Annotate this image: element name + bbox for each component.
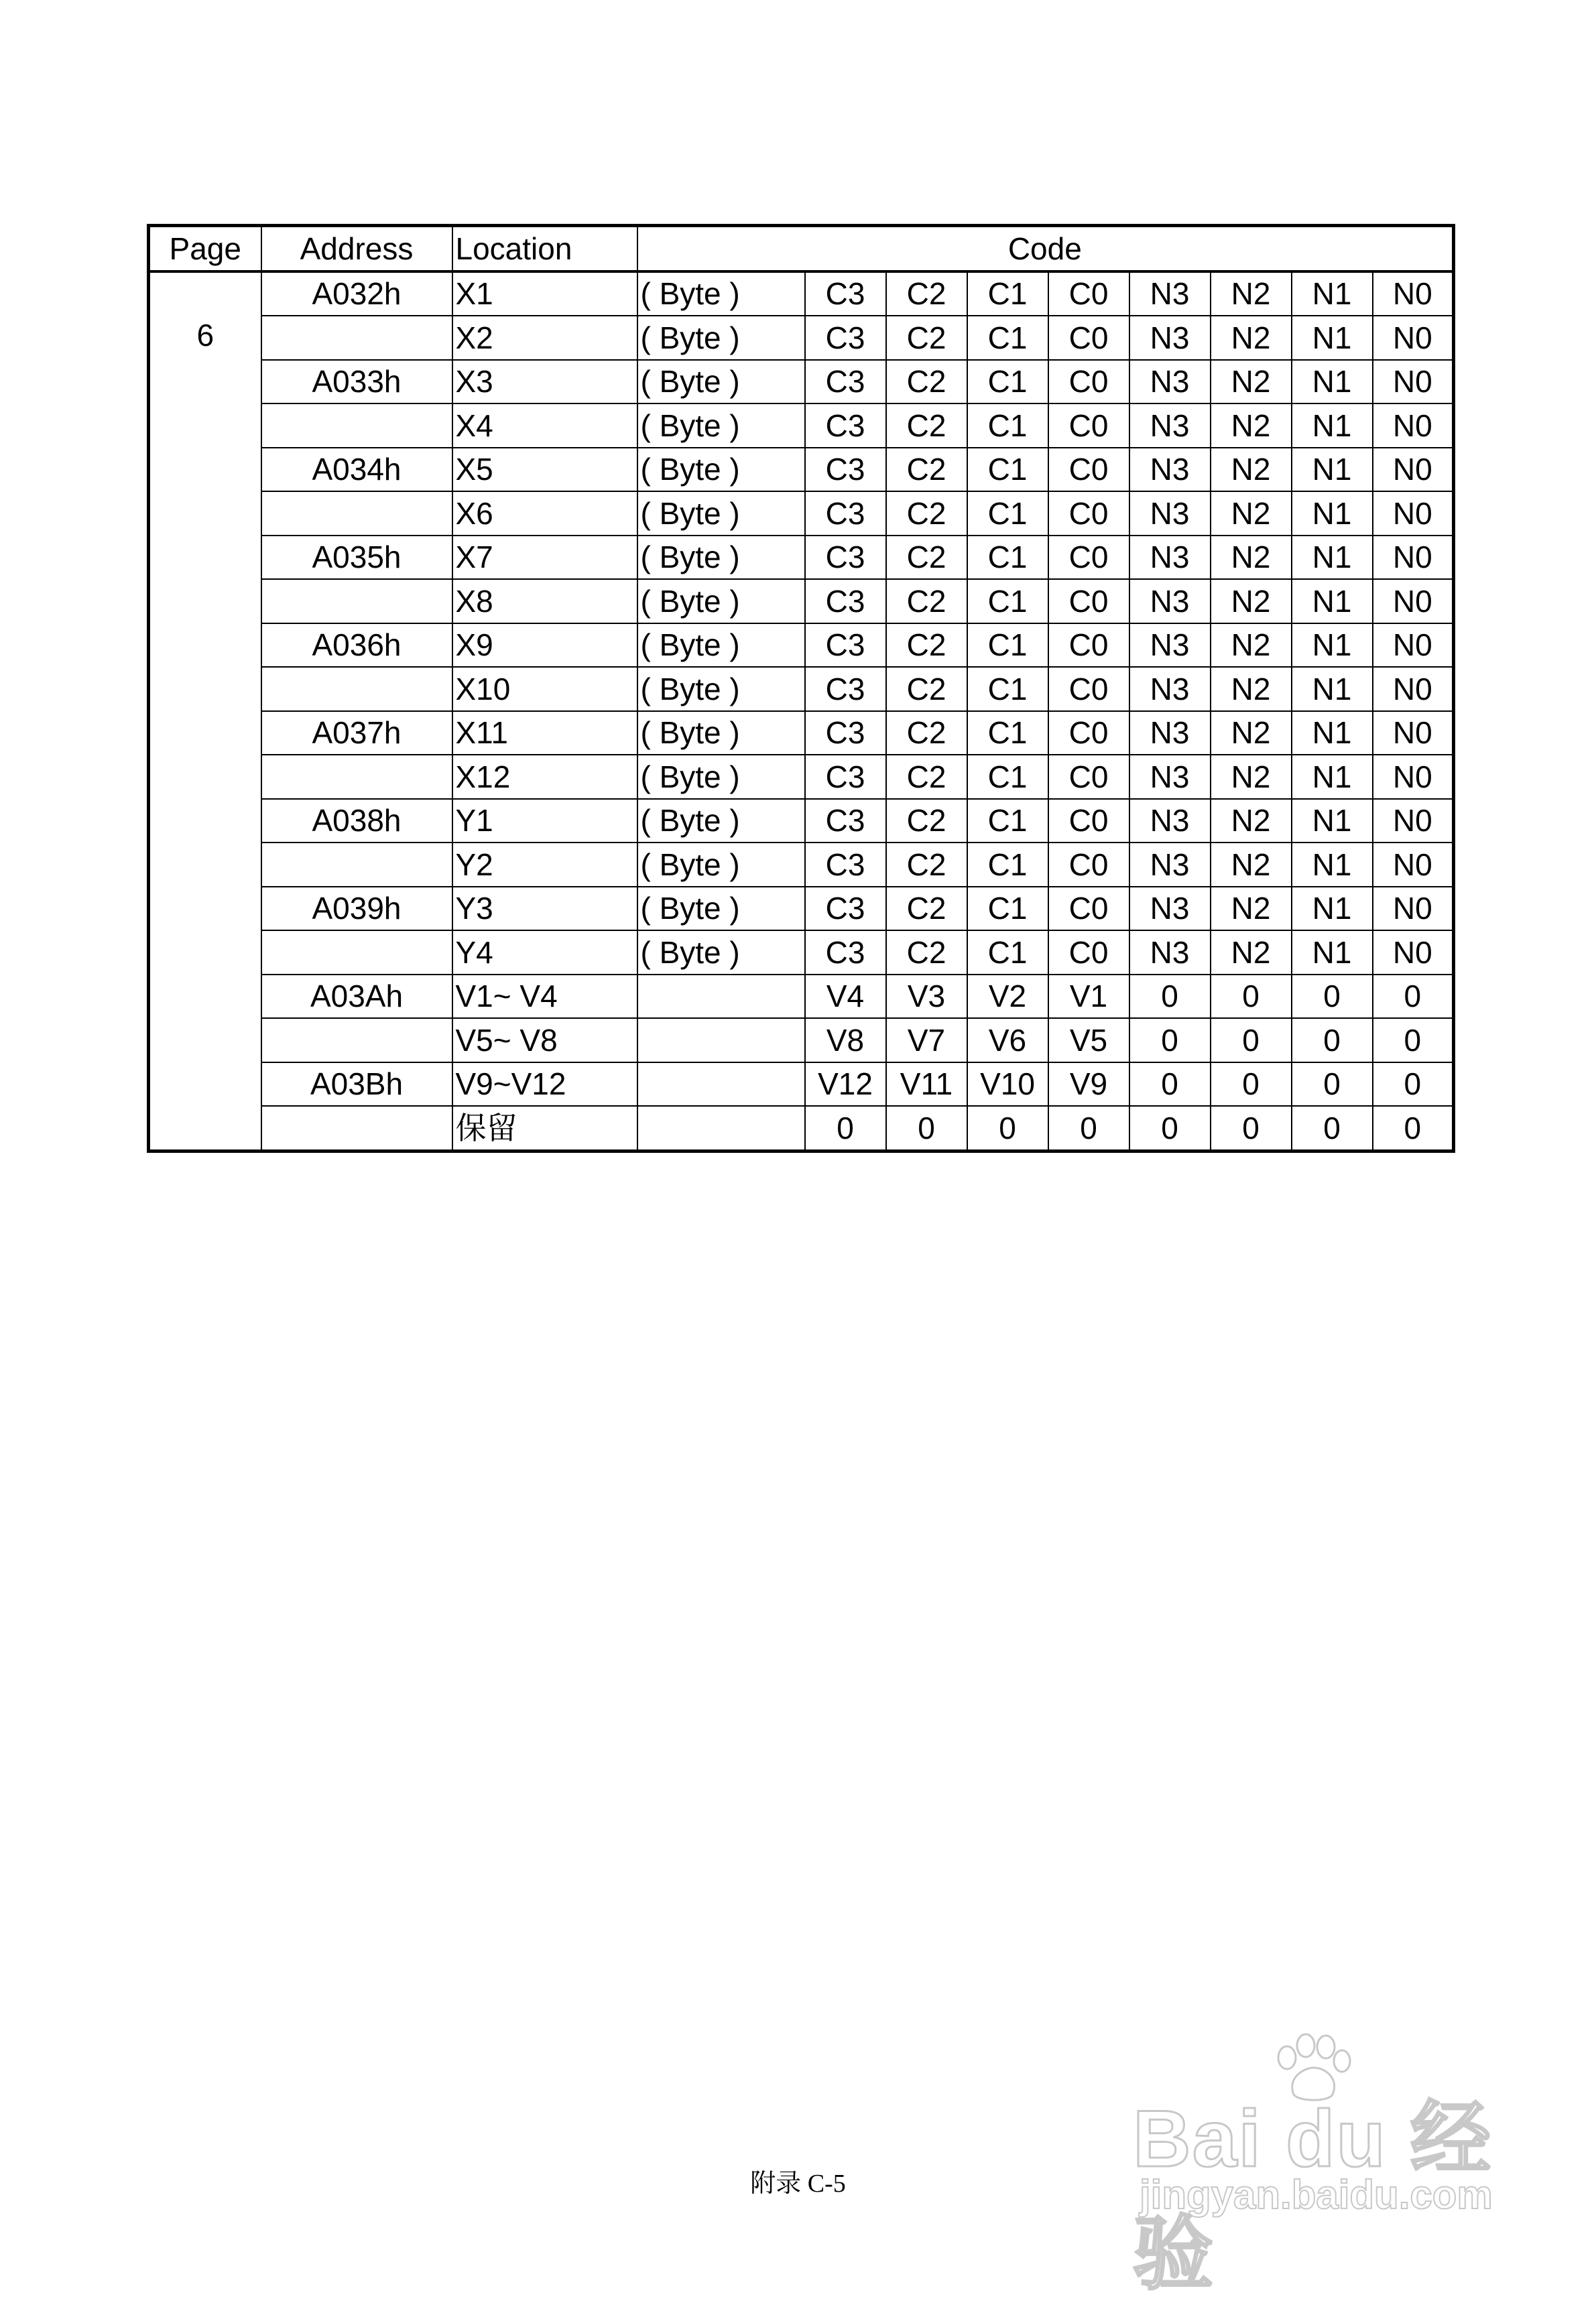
type-cell — [637, 1106, 805, 1151]
bit-cell: N2 — [1211, 843, 1292, 887]
header-row — [149, 226, 1454, 271]
address-cell: A035h — [261, 536, 452, 580]
location-cell: V5~ V8 — [452, 1018, 637, 1062]
bit-cell: C1 — [967, 360, 1048, 404]
bit-cell: N1 — [1292, 316, 1373, 360]
bit-cell: 0 — [1048, 1106, 1129, 1151]
bit-cell: N2 — [1211, 711, 1292, 755]
type-cell — [637, 975, 805, 1019]
bit-cell: N2 — [1211, 887, 1292, 931]
address-cell: A034h — [261, 448, 452, 492]
bit-cell: N0 — [1373, 887, 1454, 931]
bit-cell: N3 — [1129, 448, 1211, 492]
bit-cell: N2 — [1211, 403, 1292, 448]
type-cell: ( Byte ) — [637, 887, 805, 931]
bit-cell: V4 — [805, 975, 886, 1019]
bit-cell: C0 — [1048, 755, 1129, 799]
header-page: Page — [149, 226, 261, 271]
bit-cell: 0 — [1292, 1062, 1373, 1107]
bit-cell: C0 — [1048, 360, 1129, 404]
bit-cell: C3 — [805, 448, 886, 492]
bit-cell: C1 — [967, 536, 1048, 580]
watermark-brand: Bai du 经验 — [1133, 2094, 1493, 2299]
address-cell: A037h — [261, 711, 452, 755]
bit-cell: C2 — [886, 579, 967, 623]
bit-cell: 0 — [1211, 1018, 1292, 1062]
table-row — [149, 799, 1454, 843]
bit-cell: N0 — [1373, 843, 1454, 887]
address-cell — [261, 1106, 452, 1151]
address-cell — [261, 316, 452, 360]
bit-cell: N3 — [1129, 843, 1211, 887]
bit-cell: C1 — [967, 843, 1048, 887]
bit-cell: C1 — [967, 711, 1048, 755]
location-cell: X7 — [452, 536, 637, 580]
location-cell: X10 — [452, 667, 637, 711]
bit-cell: 0 — [1211, 1106, 1292, 1151]
bit-cell: 0 — [1129, 1106, 1211, 1151]
bit-cell: C3 — [805, 843, 886, 887]
bit-cell: C2 — [886, 843, 967, 887]
location-cell: X12 — [452, 755, 637, 799]
table-row — [149, 711, 1454, 755]
bit-cell: N3 — [1129, 887, 1211, 931]
bit-cell: N0 — [1373, 623, 1454, 668]
bit-cell: C2 — [886, 711, 967, 755]
bit-cell: N2 — [1211, 799, 1292, 843]
location-cell: X8 — [452, 579, 637, 623]
bit-cell: N3 — [1129, 755, 1211, 799]
bit-cell: N3 — [1129, 271, 1211, 316]
bit-cell: C3 — [805, 755, 886, 799]
bit-cell: V2 — [967, 975, 1048, 1019]
bit-cell: V9 — [1048, 1062, 1129, 1107]
bit-cell: 0 — [967, 1106, 1048, 1151]
address-cell: A032h — [261, 271, 452, 316]
bit-cell: N2 — [1211, 448, 1292, 492]
bit-cell: N0 — [1373, 491, 1454, 536]
address-cell: A03Bh — [261, 1062, 452, 1107]
location-cell: Y2 — [452, 843, 637, 887]
type-cell: ( Byte ) — [637, 930, 805, 975]
bit-cell: C0 — [1048, 316, 1129, 360]
table-row — [149, 1062, 1454, 1107]
bit-cell: 0 — [1373, 1106, 1454, 1151]
bit-cell: N3 — [1129, 360, 1211, 404]
bit-cell: N1 — [1292, 755, 1373, 799]
bit-cell: N0 — [1373, 536, 1454, 580]
location-cell: X6 — [452, 491, 637, 536]
bit-cell: C3 — [805, 667, 886, 711]
address-cell — [261, 579, 452, 623]
bit-cell: V5 — [1048, 1018, 1129, 1062]
baidu-watermark — [1133, 2031, 1535, 2299]
location-cell: X11 — [452, 711, 637, 755]
bit-cell: N2 — [1211, 360, 1292, 404]
bit-cell: C0 — [1048, 667, 1129, 711]
bit-cell: N2 — [1211, 755, 1292, 799]
bit-cell: V1 — [1048, 975, 1129, 1019]
register-code-table — [147, 224, 1455, 1153]
location-cell: X9 — [452, 623, 637, 668]
bit-cell: C1 — [967, 403, 1048, 448]
bit-cell: C2 — [886, 887, 967, 931]
table-row — [149, 755, 1454, 799]
address-cell — [261, 755, 452, 799]
location-cell: Y3 — [452, 887, 637, 931]
type-cell: ( Byte ) — [637, 799, 805, 843]
bit-cell: N1 — [1292, 799, 1373, 843]
address-cell: A03Ah — [261, 975, 452, 1019]
bit-cell: C1 — [967, 491, 1048, 536]
bit-cell: C3 — [805, 536, 886, 580]
bit-cell: C0 — [1048, 448, 1129, 492]
address-cell: A039h — [261, 887, 452, 931]
type-cell: ( Byte ) — [637, 755, 805, 799]
bit-cell: N1 — [1292, 448, 1373, 492]
bit-cell: C3 — [805, 930, 886, 975]
table-row — [149, 930, 1454, 975]
watermark-url: jingyan.baidu.com — [1140, 2172, 1493, 2217]
bit-cell: N1 — [1292, 711, 1373, 755]
location-cell: X1 — [452, 271, 637, 316]
address-cell — [261, 491, 452, 536]
bit-cell: 0 — [1129, 1018, 1211, 1062]
table-row — [149, 667, 1454, 711]
bit-cell: C1 — [967, 887, 1048, 931]
bit-cell: N3 — [1129, 623, 1211, 668]
bit-cell: N1 — [1292, 360, 1373, 404]
bit-cell: C0 — [1048, 271, 1129, 316]
bit-cell: V8 — [805, 1018, 886, 1062]
address-cell: A036h — [261, 623, 452, 668]
page-number-cell: 6 — [149, 271, 261, 1151]
header-code: Code — [637, 226, 1454, 271]
bit-cell: C1 — [967, 755, 1048, 799]
address-cell — [261, 930, 452, 975]
bit-cell: N2 — [1211, 623, 1292, 668]
bit-cell: N0 — [1373, 755, 1454, 799]
bit-cell: N3 — [1129, 579, 1211, 623]
address-cell — [261, 1018, 452, 1062]
bit-cell: N1 — [1292, 271, 1373, 316]
type-cell: ( Byte ) — [637, 360, 805, 404]
location-cell: 保留 — [452, 1106, 637, 1151]
bit-cell: N3 — [1129, 491, 1211, 536]
bit-cell: C2 — [886, 316, 967, 360]
bit-cell: V6 — [967, 1018, 1048, 1062]
bit-cell: C2 — [886, 491, 967, 536]
table-row — [149, 536, 1454, 580]
bit-cell: C1 — [967, 316, 1048, 360]
type-cell: ( Byte ) — [637, 667, 805, 711]
bit-cell: C1 — [967, 623, 1048, 668]
bit-cell: N1 — [1292, 623, 1373, 668]
table-row — [149, 975, 1454, 1019]
table-body — [149, 226, 1454, 1151]
bit-cell: 0 — [1211, 1062, 1292, 1107]
bit-cell: N2 — [1211, 271, 1292, 316]
bit-cell: C3 — [805, 799, 886, 843]
bit-cell: N0 — [1373, 711, 1454, 755]
bit-cell: C0 — [1048, 623, 1129, 668]
bit-cell: 0 — [1292, 1106, 1373, 1151]
location-cell: V9~V12 — [452, 1062, 637, 1107]
type-cell: ( Byte ) — [637, 316, 805, 360]
table-row — [149, 448, 1454, 492]
bit-cell: N0 — [1373, 403, 1454, 448]
bit-cell: C3 — [805, 491, 886, 536]
bit-cell: N3 — [1129, 316, 1211, 360]
bit-cell: C2 — [886, 930, 967, 975]
bit-cell: C0 — [1048, 403, 1129, 448]
bit-cell: C2 — [886, 271, 967, 316]
table-row — [149, 579, 1454, 623]
bit-cell: N1 — [1292, 843, 1373, 887]
address-cell — [261, 667, 452, 711]
bit-cell: N1 — [1292, 930, 1373, 975]
bit-cell: C2 — [886, 667, 967, 711]
type-cell: ( Byte ) — [637, 491, 805, 536]
bit-cell: C3 — [805, 887, 886, 931]
bit-cell: N2 — [1211, 579, 1292, 623]
bit-cell: C2 — [886, 360, 967, 404]
bit-cell: N3 — [1129, 711, 1211, 755]
bit-cell: 0 — [886, 1106, 967, 1151]
table-row — [149, 623, 1454, 668]
bit-cell: 0 — [805, 1106, 886, 1151]
bit-cell: C2 — [886, 755, 967, 799]
header-address: Address — [261, 226, 452, 271]
bit-cell: N0 — [1373, 667, 1454, 711]
table-row — [149, 1106, 1454, 1151]
location-cell: V1~ V4 — [452, 975, 637, 1019]
bit-cell: N1 — [1292, 536, 1373, 580]
table-row — [149, 887, 1454, 931]
bit-cell: N0 — [1373, 579, 1454, 623]
bit-cell: C3 — [805, 360, 886, 404]
page-footer: 附录 C-5 — [750, 2170, 846, 2198]
table-row — [149, 271, 1454, 316]
bit-cell: N1 — [1292, 579, 1373, 623]
bit-cell: C2 — [886, 623, 967, 668]
table-row — [149, 491, 1454, 536]
bit-cell: C0 — [1048, 711, 1129, 755]
bit-cell: C0 — [1048, 799, 1129, 843]
bit-cell: 0 — [1373, 975, 1454, 1019]
type-cell: ( Byte ) — [637, 448, 805, 492]
bit-cell: C1 — [967, 667, 1048, 711]
bit-cell: N2 — [1211, 316, 1292, 360]
address-cell: A033h — [261, 360, 452, 404]
bit-cell: N1 — [1292, 403, 1373, 448]
bit-cell: N1 — [1292, 887, 1373, 931]
bit-cell: C1 — [967, 930, 1048, 975]
location-cell: Y1 — [452, 799, 637, 843]
bit-cell: 0 — [1211, 975, 1292, 1019]
bit-cell: 0 — [1129, 975, 1211, 1019]
bit-cell: C1 — [967, 448, 1048, 492]
bit-cell: 0 — [1129, 1062, 1211, 1107]
bit-cell: N0 — [1373, 930, 1454, 975]
bit-cell: C2 — [886, 403, 967, 448]
bit-cell: N0 — [1373, 271, 1454, 316]
bit-cell: N3 — [1129, 536, 1211, 580]
bit-cell: C3 — [805, 579, 886, 623]
bit-cell: C1 — [967, 799, 1048, 843]
table-row — [149, 1018, 1454, 1062]
bit-cell: V3 — [886, 975, 967, 1019]
bit-cell: N0 — [1373, 360, 1454, 404]
bit-cell: C3 — [805, 623, 886, 668]
bit-cell: C2 — [886, 448, 967, 492]
bit-cell: V12 — [805, 1062, 886, 1107]
bit-cell: N3 — [1129, 667, 1211, 711]
bit-cell: 0 — [1292, 975, 1373, 1019]
location-cell: X4 — [452, 403, 637, 448]
type-cell — [637, 1062, 805, 1107]
location-cell: Y4 — [452, 930, 637, 975]
bit-cell: V7 — [886, 1018, 967, 1062]
type-cell: ( Byte ) — [637, 623, 805, 668]
bit-cell: N0 — [1373, 448, 1454, 492]
type-cell: ( Byte ) — [637, 271, 805, 316]
bit-cell: N1 — [1292, 491, 1373, 536]
bit-cell: N2 — [1211, 930, 1292, 975]
bit-cell: N1 — [1292, 667, 1373, 711]
type-cell: ( Byte ) — [637, 403, 805, 448]
location-cell: X3 — [452, 360, 637, 404]
bit-cell: C3 — [805, 403, 886, 448]
bit-cell: N2 — [1211, 491, 1292, 536]
address-cell: A038h — [261, 799, 452, 843]
bit-cell: C0 — [1048, 843, 1129, 887]
bit-cell: N2 — [1211, 667, 1292, 711]
header-location: Location — [452, 226, 637, 271]
bit-cell: C3 — [805, 711, 886, 755]
bit-cell: N0 — [1373, 316, 1454, 360]
bit-cell: N3 — [1129, 930, 1211, 975]
type-cell: ( Byte ) — [637, 711, 805, 755]
bit-cell: C0 — [1048, 579, 1129, 623]
type-cell: ( Byte ) — [637, 536, 805, 580]
bit-cell: C1 — [967, 579, 1048, 623]
bit-cell: C1 — [967, 271, 1048, 316]
location-cell: X2 — [452, 316, 637, 360]
bit-cell: V11 — [886, 1062, 967, 1107]
table-row — [149, 360, 1454, 404]
bit-cell: C0 — [1048, 491, 1129, 536]
table-row — [149, 843, 1454, 887]
bit-cell: C0 — [1048, 930, 1129, 975]
bit-cell: 0 — [1292, 1018, 1373, 1062]
bit-cell: 0 — [1373, 1062, 1454, 1107]
type-cell: ( Byte ) — [637, 843, 805, 887]
address-cell — [261, 843, 452, 887]
location-cell: X5 — [452, 448, 637, 492]
type-cell: ( Byte ) — [637, 579, 805, 623]
bit-cell: C3 — [805, 316, 886, 360]
bit-cell: N2 — [1211, 536, 1292, 580]
bit-cell: N3 — [1129, 403, 1211, 448]
bit-cell: V10 — [967, 1062, 1048, 1107]
bit-cell: N3 — [1129, 799, 1211, 843]
bit-cell: C2 — [886, 536, 967, 580]
table-row — [149, 316, 1454, 360]
bit-cell: C0 — [1048, 887, 1129, 931]
bit-cell: C2 — [886, 799, 967, 843]
type-cell — [637, 1018, 805, 1062]
table-row — [149, 403, 1454, 448]
bit-cell: 0 — [1373, 1018, 1454, 1062]
bit-cell: N0 — [1373, 799, 1454, 843]
bit-cell: C3 — [805, 271, 886, 316]
address-cell — [261, 403, 452, 448]
bit-cell: C0 — [1048, 536, 1129, 580]
